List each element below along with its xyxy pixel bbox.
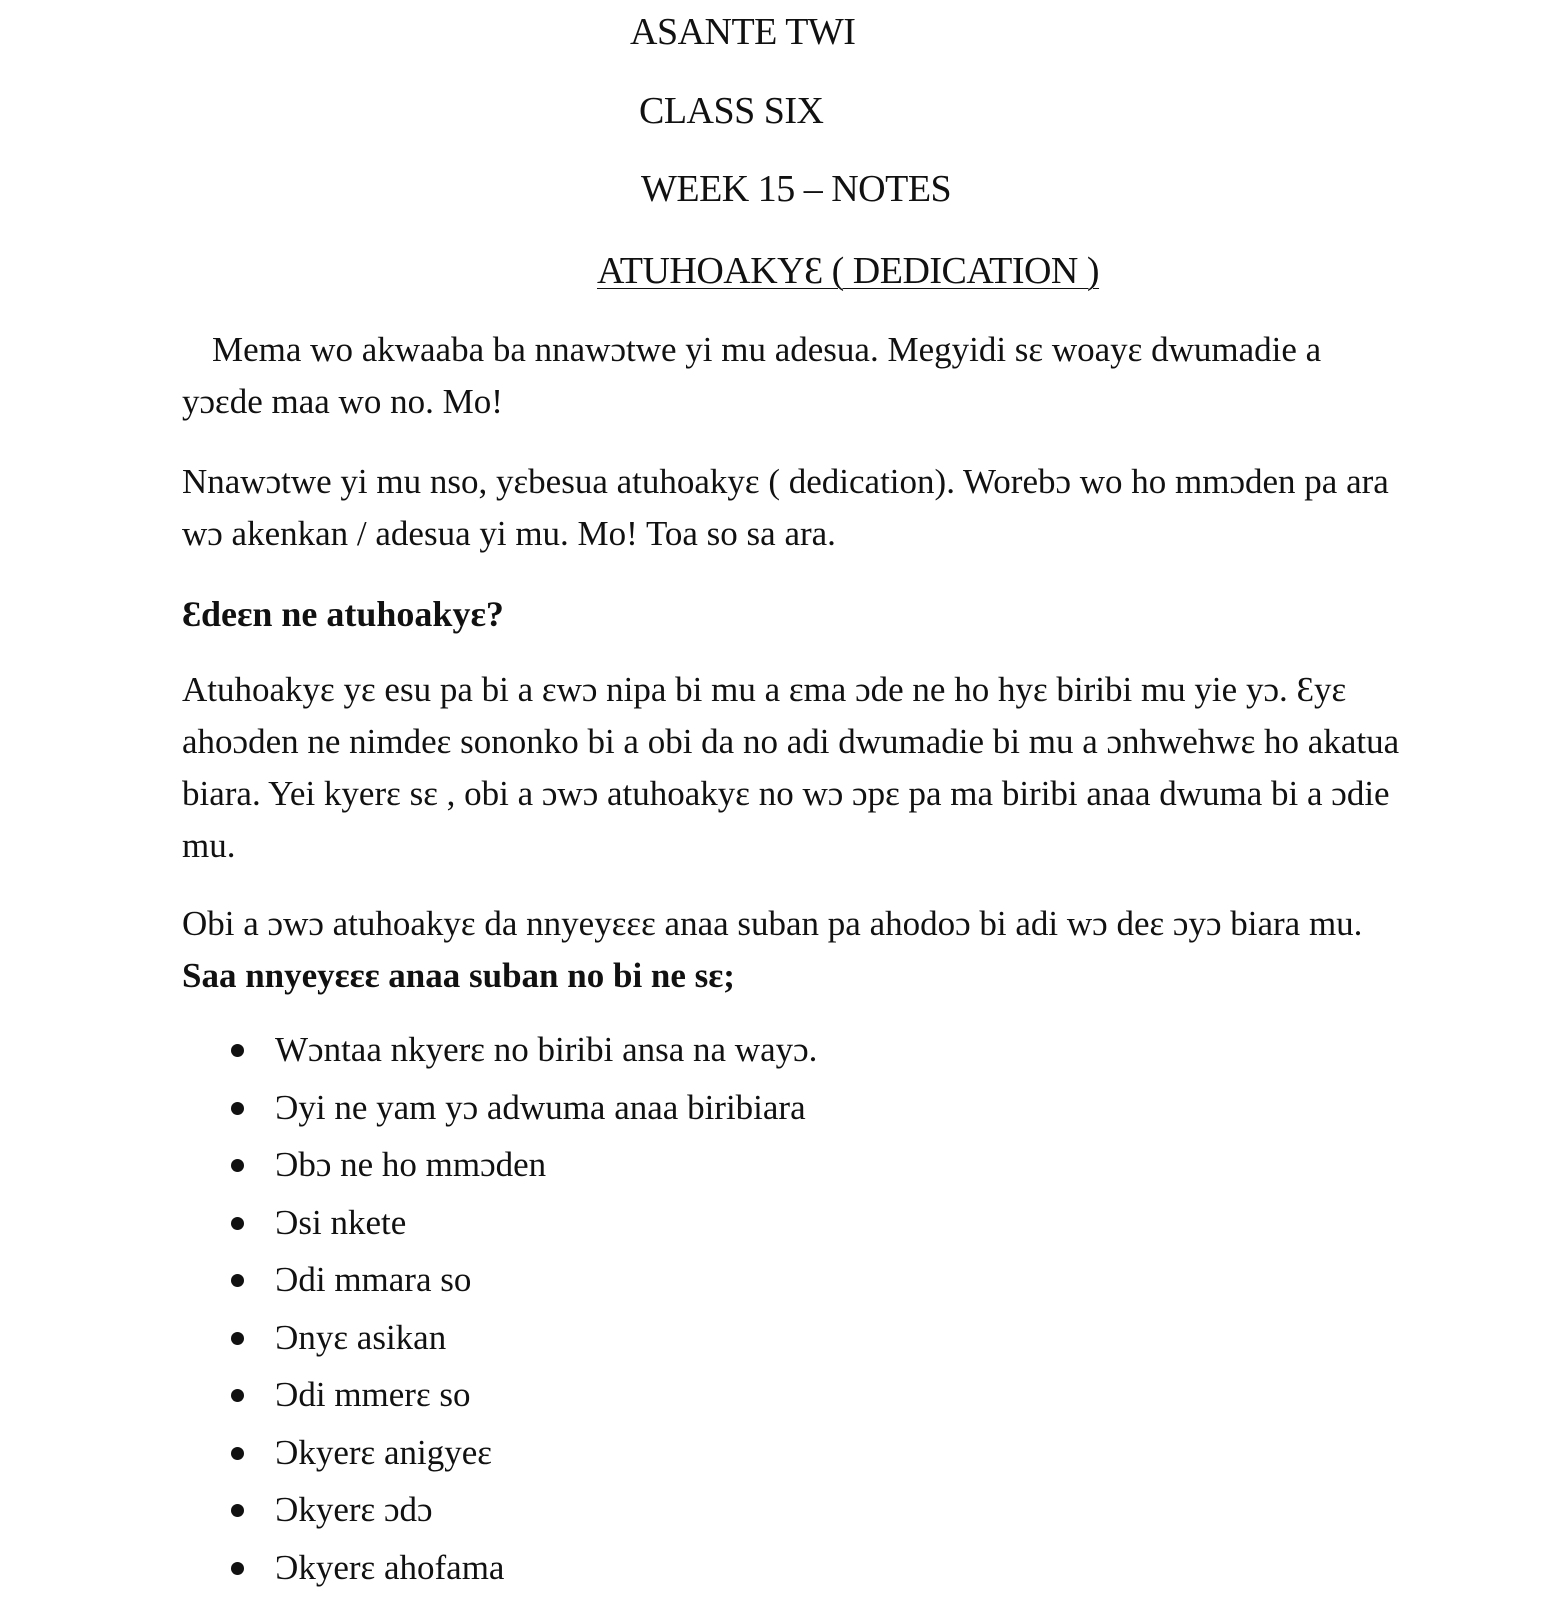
- subject-heading: ASANTE TWI: [630, 13, 855, 51]
- list-item-text: Ɔkyerɛ ɔdɔ: [275, 1490, 433, 1529]
- list-item: [230, 1032, 817, 1090]
- bullet-icon: [231, 1447, 244, 1460]
- lesson-focus-paragraph: Nnawɔtwe yi mu nso, yɛbesua atuhoakyɛ ( dedication). Worebɔ wo ho mmɔden pa ara wɔ akenkan / adesua yi mu. Mo! Toa so sa ara.: [182, 456, 1402, 560]
- list-item: [230, 1147, 817, 1205]
- traits-intro-bold-text: Saa nnyeyɛɛɛ anaa suban no bi ne sɛ;: [182, 956, 735, 995]
- list-item: [230, 1320, 817, 1378]
- list-item-text: Ɔnyɛ asikan: [275, 1318, 446, 1357]
- list-item-text: Wɔntaa nkyerɛ no biribi ansa na wayɔ.: [275, 1030, 817, 1069]
- traits-intro-text: Obi a ɔwɔ atuhoakyɛ da nnyeyɛɛɛ anaa suban pa ahodoɔ bi adi wɔ deɛ ɔyɔ biara mu.: [182, 904, 1362, 943]
- list-item-text: Ɔsi nkete: [275, 1203, 406, 1242]
- list-item-text: Ɔyi ne yam yɔ adwuma anaa biribiara: [275, 1088, 806, 1127]
- bullet-icon: [231, 1332, 244, 1345]
- bullet-icon: [231, 1274, 244, 1287]
- list-item: [230, 1377, 817, 1435]
- topic-heading: ATUHOAKYƐ ( DEDICATION ): [597, 252, 1099, 290]
- bullet-icon: [231, 1102, 244, 1115]
- bullet-icon: [231, 1044, 244, 1057]
- class-heading: CLASS SIX: [639, 92, 824, 130]
- list-item: [230, 1090, 817, 1148]
- list-item-text: Ɔdi mmerɛ so: [275, 1375, 471, 1414]
- list-item-text: Ɔdi mmara so: [275, 1260, 471, 1299]
- intro-paragraph: Mema wo akwaaba ba nnawɔtwe yi mu adesua. Megyidi sɛ woayɛ dwumadie a yɔɛde maa wo no. Mo!: [182, 324, 1402, 428]
- bullet-icon: [231, 1562, 244, 1575]
- traits-intro-paragraph: [182, 898, 1402, 1002]
- list-item: [230, 1205, 817, 1263]
- traits-list: [230, 1032, 817, 1607]
- list-item: [230, 1492, 817, 1550]
- bullet-icon: [231, 1504, 244, 1517]
- bullet-icon: [231, 1159, 244, 1172]
- list-item-text: Ɔkyerɛ anigyeɛ: [275, 1433, 492, 1472]
- bullet-icon: [231, 1389, 244, 1402]
- week-heading: WEEK 15 – NOTES: [641, 170, 951, 208]
- list-item: [230, 1262, 817, 1320]
- list-item: [230, 1550, 817, 1607]
- question-heading: Ɛdeɛn ne atuhoakyɛ?: [182, 588, 1402, 640]
- list-item: [230, 1435, 817, 1493]
- list-item-text: Ɔbɔ ne ho mmɔden: [275, 1145, 546, 1184]
- list-item-text: Ɔkyerɛ ahofama: [275, 1548, 504, 1587]
- definition-paragraph: Atuhoakyɛ yɛ esu pa bi a ɛwɔ nipa bi mu a ɛma ɔde ne ho hyɛ biribi mu yie yɔ. Ɛyɛ ahoɔden ne nimdeɛ sononko bi a obi da no adi dwumadie bi mu a ɔnhwehwɛ ho akatua biara. Yei kyerɛ sɛ , obi a ɔwɔ atuhoakyɛ no wɔ ɔpɛ pa ma biribi anaa dwuma bi a ɔdie mu.: [182, 664, 1402, 872]
- bullet-icon: [231, 1217, 244, 1230]
